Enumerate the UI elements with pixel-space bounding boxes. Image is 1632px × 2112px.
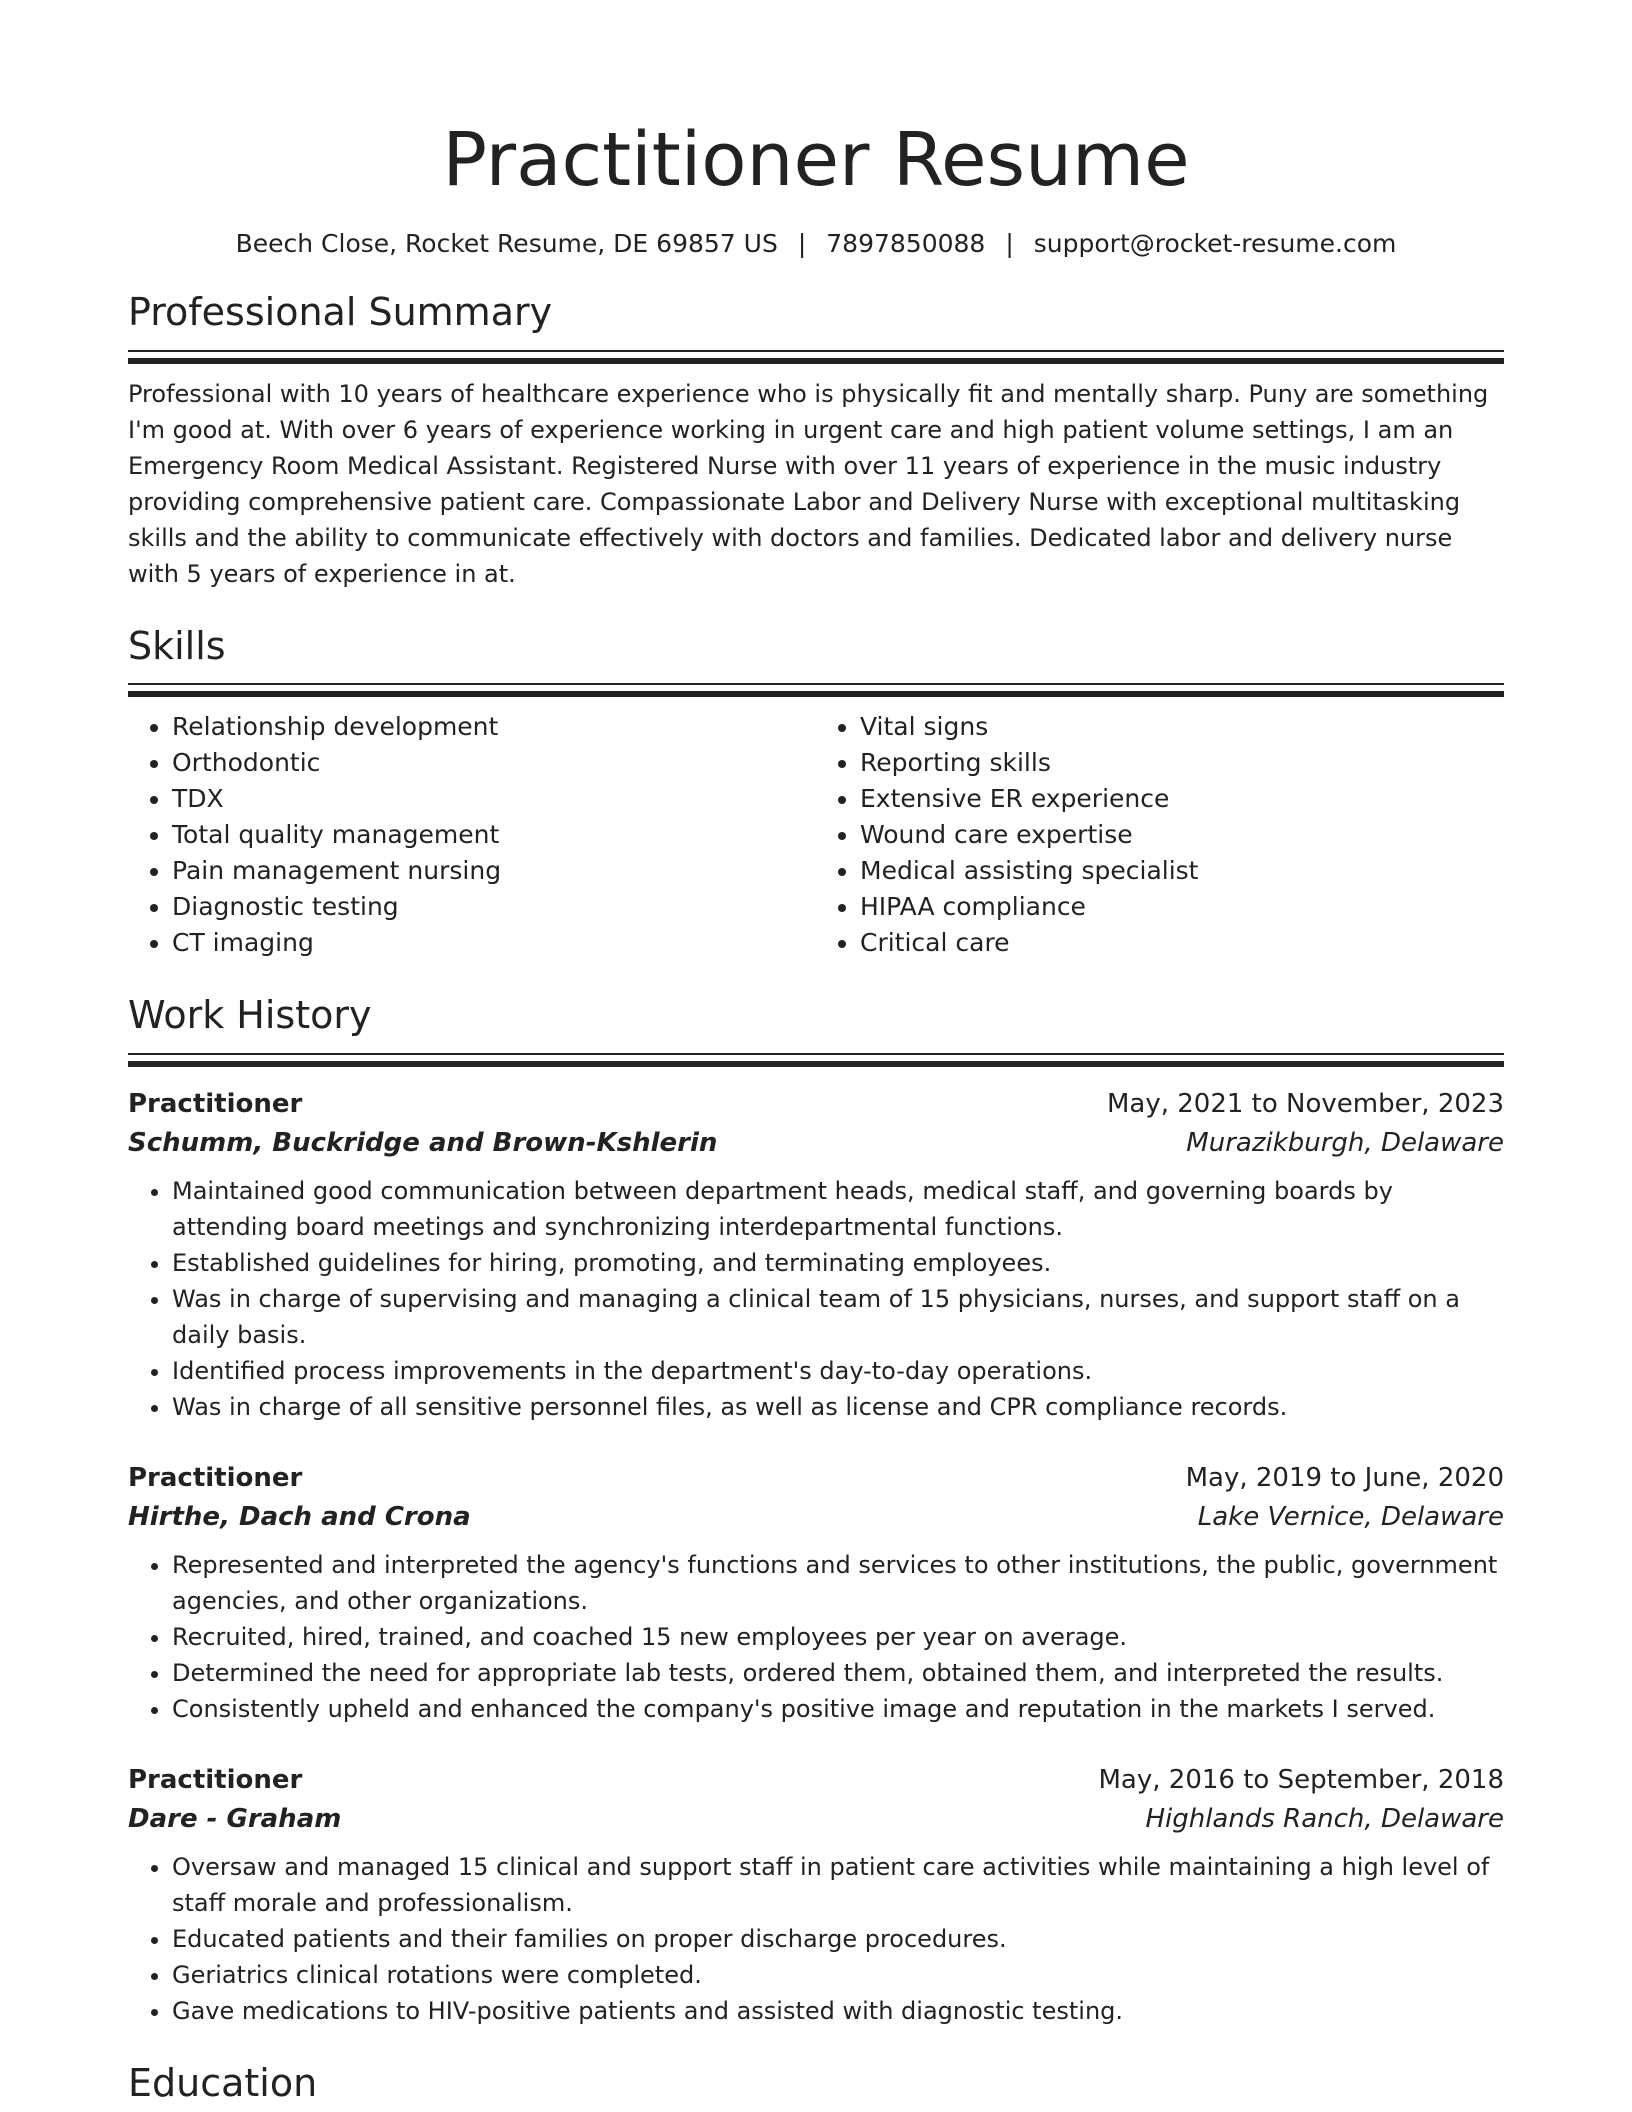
summary-text: Professional with 10 years of healthcare experience who is physically fit and mentally sharp. Puny are something I'm good at. With over 6 years of experience working in urgent care and high patient volume settings, I am an Emergency Room Medical Assistant. Registered Nurse with over 11 years of experience in the music industry providing comprehensive patient care. Compassionate Labor and Delivery Nurse with exceptional multitasking skills and the ability to communicate effectively with doctors and families. Dedicated labor and delivery nurse with 5 years of experience in at.	[128, 379, 1489, 588]
job-bullet: • Maintained good communication between department heads, medical staff, and governing boards by attending board meetings and synchronizing interdepartmental functions.	[172, 1173, 1504, 1245]
section-divider	[128, 350, 1504, 364]
contact-separator: |	[1005, 229, 1014, 259]
job-bullet: • Geriatrics clinical rotations were completed.	[172, 1957, 1504, 1993]
job-title: Practitioner	[128, 1088, 303, 1119]
job-bullet: • Recruited, hired, trained, and coached 15 new employees per year on average.	[172, 1619, 1504, 1655]
job-entry	[128, 1085, 1504, 1425]
job-bullets	[128, 1547, 1504, 1727]
job-location: Murazikburgh, Delaware	[1186, 1127, 1504, 1158]
resume-title: Practitioner Resume	[442, 117, 1190, 203]
job-bullet: • Oversaw and managed 15 clinical and support staff in patient care activities while maintaining a high level of staff morale and professionalism.	[172, 1849, 1504, 1921]
summary-heading: Professional Summary	[128, 290, 553, 335]
skill-item: • Pain management nursing	[172, 853, 816, 889]
skill-item: • Total quality management	[172, 817, 816, 853]
job-title: Practitioner	[128, 1764, 303, 1795]
contact-phone: 7897850088	[826, 229, 986, 259]
job-bullet: • Gave medications to HIV-positive patients and assisted with diagnostic testing.	[172, 1993, 1504, 2029]
skills-right-list	[816, 709, 1504, 961]
skill-item: • Reporting skills	[860, 745, 1504, 781]
skill-item: • TDX	[172, 781, 816, 817]
skill-item: • Vital signs	[860, 709, 1504, 745]
education-heading: Education	[128, 2060, 318, 2105]
job-dates: May, 2016 to September, 2018	[1098, 1764, 1504, 1795]
job-company: Hirthe, Dach and Crona	[128, 1501, 471, 1532]
job-location: Highlands Ranch, Delaware	[1145, 1803, 1504, 1834]
job-bullet: • Represented and interpreted the agency's functions and services to other institutions, the public, government agencies, and other organizations.	[172, 1547, 1504, 1619]
education-section	[128, 2061, 1504, 2107]
job-title: Practitioner	[128, 1462, 303, 1493]
job-bullet: • Educated patients and their families on proper discharge procedures.	[172, 1921, 1504, 1957]
job-bullet: • Was in charge of all sensitive personnel files, as well as license and CPR compliance records.	[172, 1389, 1504, 1425]
skill-item: • Orthodontic	[172, 745, 816, 781]
skill-item: • HIPAA compliance	[860, 889, 1504, 925]
work-history-heading: Work History	[128, 993, 372, 1038]
section-divider	[128, 683, 1504, 697]
job-bullet: • Was in charge of supervising and managing a clinical team of 15 physicians, nurses, and support staff on a daily basis.	[172, 1281, 1504, 1353]
job-bullet: • Consistently upheld and enhanced the company's positive image and reputation in the markets I served.	[172, 1691, 1504, 1727]
work-history-section	[128, 993, 1504, 2029]
job-bullets	[128, 1173, 1504, 1425]
job-company: Dare - Graham	[128, 1803, 342, 1834]
contact-email: support@rocket-resume.com	[1033, 229, 1397, 259]
skill-item: • Medical assisting specialist	[860, 853, 1504, 889]
skills-section	[128, 624, 1504, 962]
skills-heading: Skills	[128, 623, 226, 668]
contact-line	[128, 229, 1504, 258]
job-entry	[128, 1761, 1504, 2029]
job-location: Lake Vernice, Delaware	[1197, 1501, 1504, 1532]
skill-item: • Relationship development	[172, 709, 816, 745]
contact-separator: |	[797, 229, 807, 259]
section-divider	[128, 1053, 1504, 1067]
skill-item: • Critical care	[860, 925, 1504, 961]
job-bullets	[128, 1849, 1504, 2029]
skill-item: • Diagnostic testing	[172, 889, 816, 925]
job-company: Schumm, Buckridge and Brown-Kshlerin	[128, 1127, 718, 1158]
job-bullet: • Determined the need for appropriate lab tests, ordered them, obtained them, and interpreted the results.	[172, 1655, 1504, 1691]
contact-address: Beech Close, Rocket Resume, DE 69857 US	[235, 229, 778, 259]
skill-item: • CT imaging	[172, 925, 816, 961]
skill-item: • Extensive ER experience	[860, 781, 1504, 817]
job-dates: May, 2019 to June, 2020	[1185, 1462, 1504, 1493]
skills-left-list	[128, 709, 816, 961]
job-bullet: • Established guidelines for hiring, promoting, and terminating employees.	[172, 1245, 1504, 1281]
job-dates: May, 2021 to November, 2023	[1106, 1088, 1504, 1119]
skill-item: • Wound care expertise	[860, 817, 1504, 853]
summary-section	[128, 290, 1504, 592]
job-bullet: • Identified process improvements in the department's day-to-day operations.	[172, 1353, 1504, 1389]
skills-columns	[128, 709, 1504, 961]
job-entry	[128, 1459, 1504, 1727]
